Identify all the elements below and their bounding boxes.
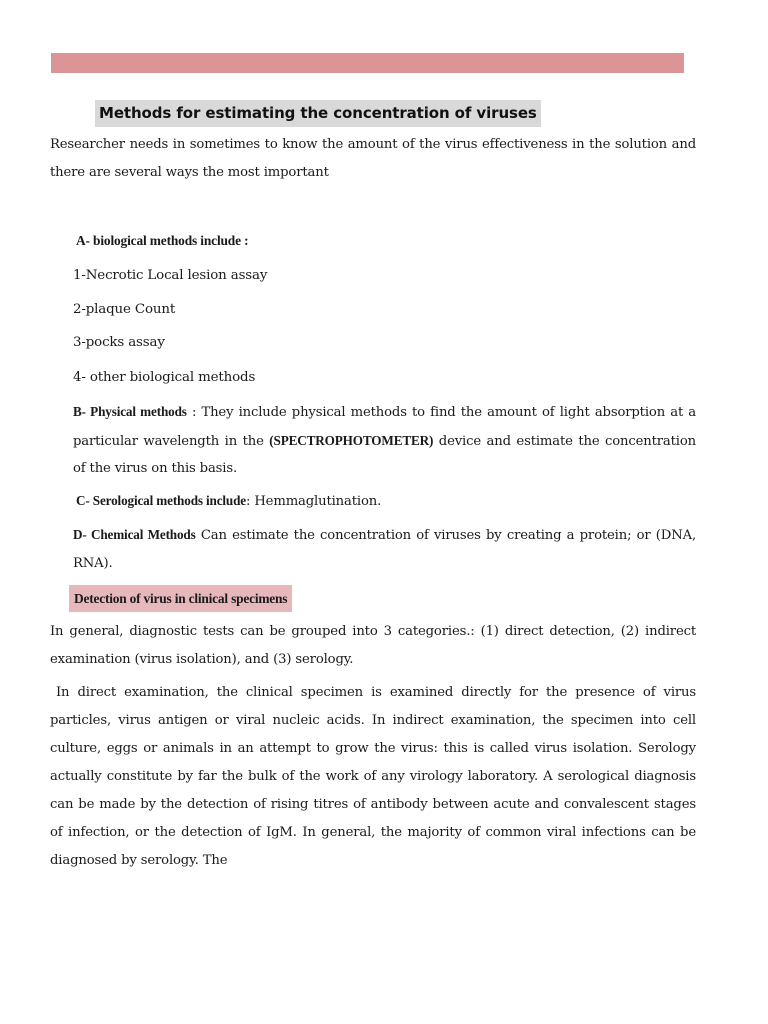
section-c-paragraph xyxy=(76,487,699,516)
header-banner xyxy=(51,53,684,73)
section-b-text: : They include physical methods to find the amount of light absorption at a particular wavelength in the xyxy=(73,405,696,449)
section-c-label: C- Serological methods include xyxy=(76,493,246,508)
section-a-heading: A- biological methods include : xyxy=(76,233,249,248)
list-item: 1-Necrotic Local lesion assay xyxy=(73,268,268,283)
list-item: 3-pocks assay xyxy=(73,335,165,350)
intro-paragraph: Researcher needs in sometimes to know the amount of the virus effectiveness in the solution and there are several ways the most important xyxy=(50,137,696,180)
section-d-label: D- Chemical Methods xyxy=(73,527,196,542)
page-title: Methods for estimating the concentration of viruses xyxy=(95,100,541,127)
section-b-paragraph xyxy=(73,398,696,483)
detection-paragraph-1: In general, diagnostic tests can be grouped into 3 categories.: (1) direct detection, (2) indirect examination (virus isolation), and (3) serology. xyxy=(50,624,696,667)
spectrophotometer-term: (SPECTROPHOTOMETER) xyxy=(269,432,434,448)
list-item: 4- other biological methods xyxy=(73,370,256,385)
section-c-text: : Hemmaglutination. xyxy=(246,494,382,509)
section-d-paragraph xyxy=(73,521,696,577)
section-b-label: B- Physical methods xyxy=(73,404,187,419)
detection-heading: Detection of virus in clinical specimens xyxy=(69,585,292,612)
list-item: 2-plaque Count xyxy=(73,302,176,317)
detection-paragraph-2: In direct examination, the clinical specimen is examined directly for the presence of virus particles, virus antigen or viral nucleic acids. In indirect examination, the specimen into cell culture, eggs or animals in an attempt to grow the virus: this is called virus isolation. Serology actually constitute by far the bulk of the work of any virology laboratory. A serological diagnosis can be made by the detection of rising titres of antibody between acute and convalescent stages of infection, or the detection of IgM. In general, the majority of common viral infections can be diagnosed by serology. The xyxy=(50,685,696,868)
section-b-text-end: device and estimate the concentration of the virus on this basis. xyxy=(73,433,696,476)
section-d-text: Can estimate the concentration of viruses by creating a protein; or (DNA, RNA). xyxy=(73,528,696,571)
